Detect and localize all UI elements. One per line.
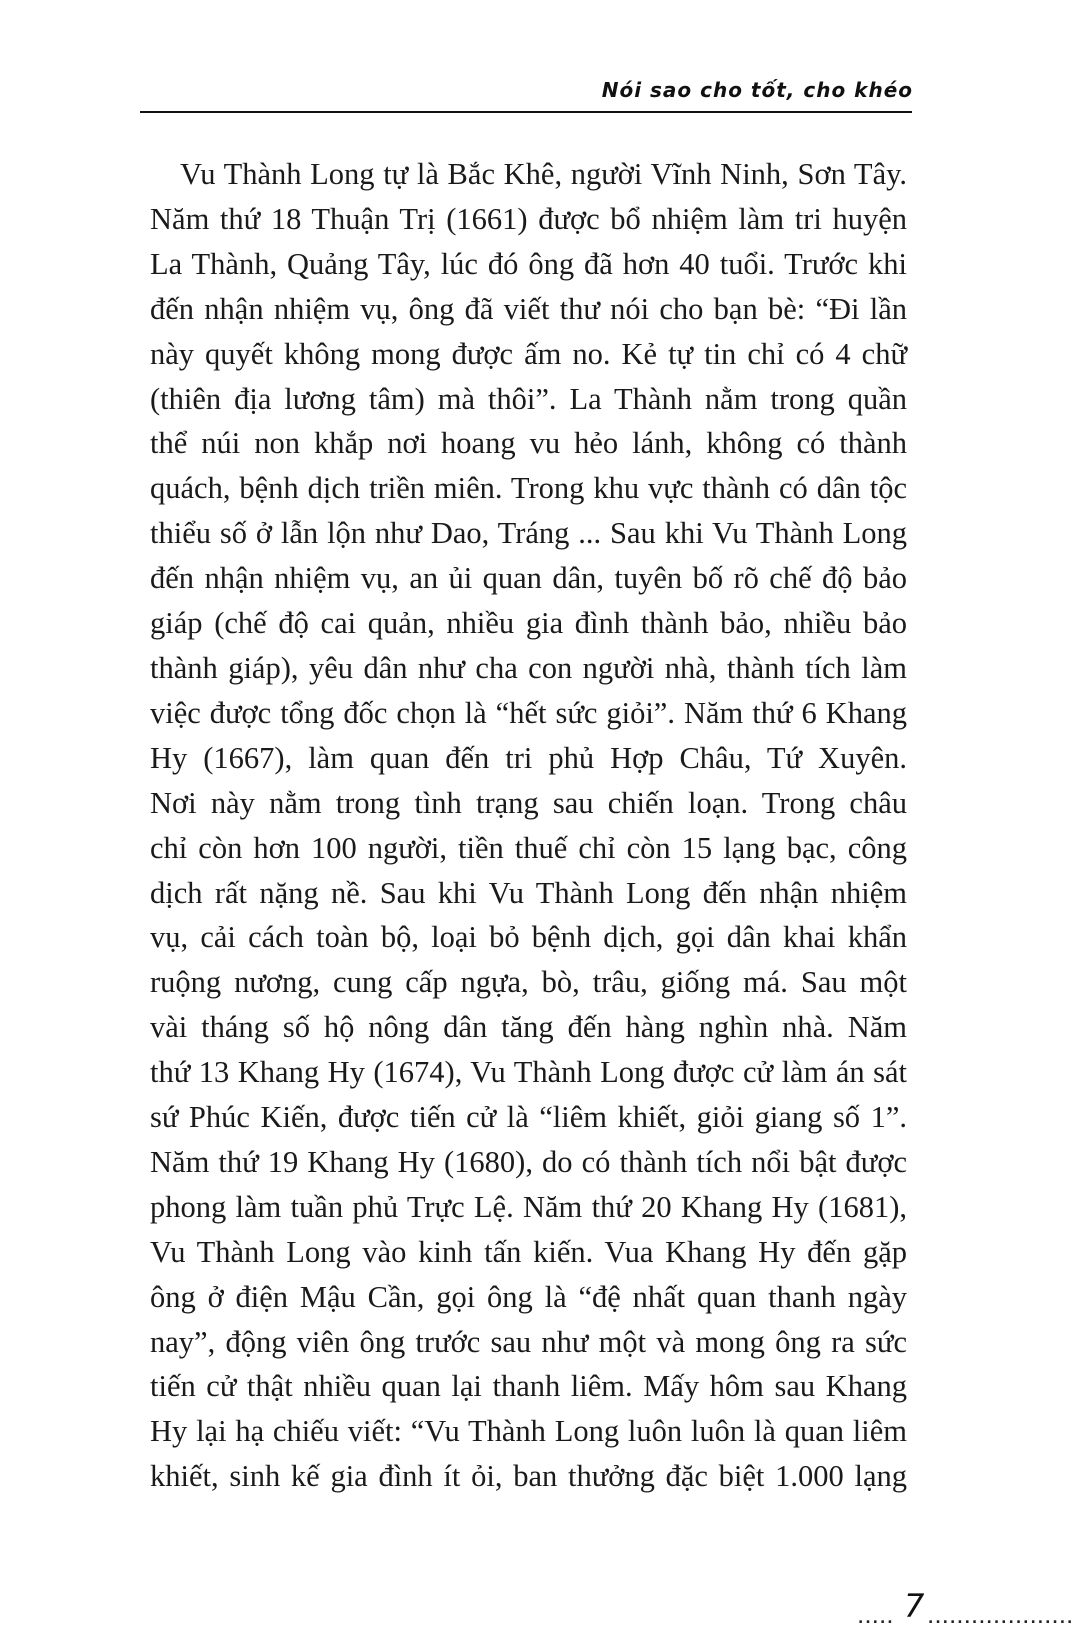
text-line: thứ 13 Khang Hy (1674), Vu Thành Long được cử làm án sát: [150, 1055, 907, 1090]
text-line: khiết, sinh kế gia đình ít ỏi, ban thưởng đặc biệt 1.000 lạng: [150, 1459, 907, 1494]
text-line: thể núi non khắp nơi hoang vu hẻo lánh, không có thành: [150, 426, 907, 461]
text-line: này quyết không mong được ấm no. Kẻ tự tin chỉ có 4 chữ: [150, 336, 907, 371]
text-line: Năm thứ 18 Thuận Trị (1661) được bổ nhiệm làm tri huyện: [150, 201, 907, 236]
text-line: đến nhận nhiệm vụ, ông đã viết thư nói cho bạn bè: “Đi lần: [150, 291, 907, 326]
text-line: ruộng nương, cung cấp ngựa, bò, trâu, giống má. Sau một: [150, 965, 907, 1000]
text-line: việc được tổng đốc chọn là “hết sức giỏi”. Năm thứ 6 Khang: [150, 695, 907, 730]
text-line: tiến cử thật nhiều quan lại thanh liêm. Mấy hôm sau Khang: [150, 1369, 907, 1404]
text-line: phong làm tuần phủ Trực Lệ. Năm thứ 20 Khang Hy (1681),: [150, 1189, 907, 1224]
text-line: quách, bệnh dịch triền miên. Trong khu vực thành có dân tộc: [150, 471, 907, 506]
text-line: (thiên địa lương tâm) mà thôi”. La Thành nằm trong quần: [150, 381, 907, 416]
text-line: dịch rất nặng nề. Sau khi Vu Thành Long đến nhận nhiệm: [150, 875, 907, 910]
text-line: thành giáp), yêu dân như cha con người nhà, thành tích làm: [150, 650, 907, 685]
text-line: Năm thứ 19 Khang Hy (1680), do có thành tích nổi bật được: [150, 1144, 907, 1179]
text-line: giáp (chế độ cai quản, nhiều gia đình thành bảo, nhiều bảo: [150, 606, 907, 641]
page-footer: [858, 1587, 1074, 1627]
text-line: Hy lại hạ chiếu viết: “Vu Thành Long luôn luôn là quan liêm: [150, 1414, 907, 1449]
text-line: đến nhận nhiệm vụ, an ủi quan dân, tuyên bố rõ chế độ bảo: [150, 561, 907, 596]
text-line: ông ở điện Mậu Cần, gọi ông là “đệ nhất quan thanh ngày: [150, 1279, 907, 1314]
text-line: vài tháng số hộ nông dân tăng đến hàng nghìn nhà. Năm: [150, 1010, 907, 1045]
text-line: La Thành, Quảng Tây, lúc đó ông đã hơn 40 tuổi. Trước khi: [150, 246, 907, 281]
page-number: 7: [904, 1587, 925, 1625]
text-line: Hy (1667), làm quan đến tri phủ Hợp Châu, Tứ Xuyên.: [150, 740, 907, 775]
text-line: sứ Phúc Kiến, được tiến cử là “liêm khiết, giỏi giang số 1”.: [150, 1100, 907, 1135]
header-rule: [140, 111, 912, 113]
text-line: Nơi này nằm trong tình trạng sau chiến loạn. Trong châu: [150, 785, 907, 820]
footer-leader-left: .....: [858, 1611, 895, 1627]
text-line: Vu Thành Long vào kinh tấn kiến. Vua Khang Hy đến gặp: [150, 1234, 907, 1269]
text-line: chỉ còn hơn 100 người, tiền thuế chỉ còn 15 lạng bạc, công: [150, 830, 907, 865]
text-line: Vu Thành Long tự là Bắc Khê, người Vĩnh Ninh, Sơn Tây.: [180, 157, 907, 191]
text-line: vụ, cải cách toàn bộ, loại bỏ bệnh dịch, gọi dân khai khẩn: [150, 920, 907, 955]
running-header: Nói sao cho tốt, cho khéo: [601, 78, 913, 102]
footer-leader-right: ....................: [928, 1611, 1074, 1627]
text-line: thiểu số ở lẫn lộn như Dao, Tráng ... Sau khi Vu Thành Long: [150, 516, 907, 551]
body-text: [150, 152, 907, 1499]
text-line: nay”, động viên ông trước sau như một và mong ông ra sức: [150, 1324, 907, 1359]
